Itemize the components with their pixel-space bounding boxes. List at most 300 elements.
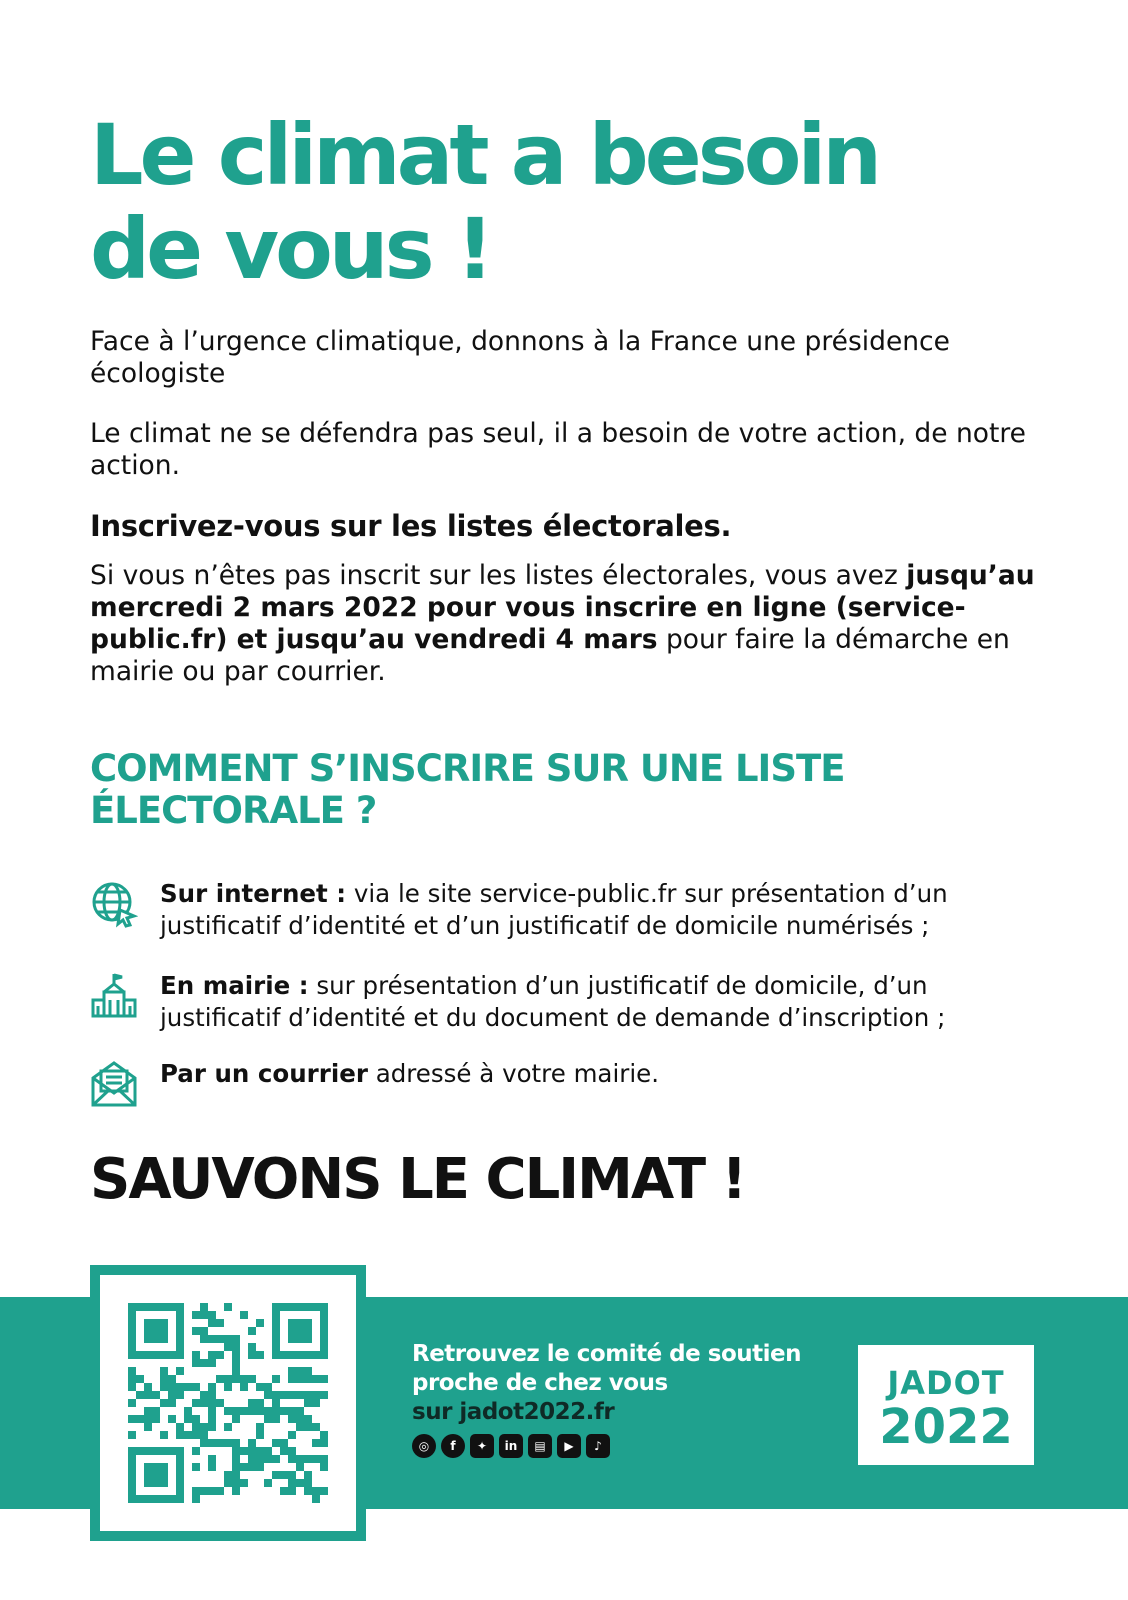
qr-module <box>152 1471 160 1479</box>
qr-module <box>248 1407 256 1415</box>
qr-module <box>304 1487 312 1495</box>
qr-module <box>320 1431 328 1439</box>
qr-module <box>224 1471 232 1479</box>
qr-module <box>184 1415 192 1423</box>
qr-module <box>272 1415 280 1423</box>
qr-module <box>168 1391 176 1399</box>
qr-module <box>272 1343 280 1351</box>
qr-module <box>152 1447 160 1455</box>
qr-module <box>256 1399 264 1407</box>
qr-module <box>304 1399 312 1407</box>
qr-module <box>176 1343 184 1351</box>
qr-module <box>256 1423 264 1431</box>
qr-module <box>136 1391 144 1399</box>
qr-module <box>200 1391 208 1399</box>
qr-module <box>144 1327 152 1335</box>
logo-name: JADOT <box>887 1364 1005 1402</box>
qr-module <box>304 1375 312 1383</box>
qr-module <box>272 1391 280 1399</box>
qr-module <box>232 1447 240 1455</box>
qr-module <box>288 1487 296 1495</box>
qr-module <box>208 1335 216 1343</box>
town-hall-icon <box>90 972 138 1020</box>
qr-module <box>208 1463 216 1471</box>
qr-module <box>208 1407 216 1415</box>
qr-module <box>200 1303 208 1311</box>
linkedin-icon[interactable]: in <box>499 1434 523 1458</box>
qr-module <box>272 1327 280 1335</box>
qr-module <box>240 1407 248 1415</box>
qr-module <box>160 1463 168 1471</box>
qr-module <box>216 1351 224 1359</box>
qr-module <box>184 1407 192 1415</box>
qr-module <box>160 1479 168 1487</box>
qr-module <box>232 1439 240 1447</box>
qr-module <box>272 1351 280 1359</box>
qr-module <box>176 1431 184 1439</box>
qr-module <box>128 1463 136 1471</box>
qr-module <box>128 1455 136 1463</box>
qr-module <box>160 1351 168 1359</box>
qr-module <box>248 1327 256 1335</box>
qr-module <box>128 1327 136 1335</box>
qr-module <box>128 1447 136 1455</box>
register-text-end: pour faire la démarche en mairie ou par courrier. <box>90 624 1010 687</box>
qr-module <box>152 1463 160 1471</box>
qr-module <box>136 1351 144 1359</box>
method-internet <box>90 878 1050 942</box>
qr-module <box>240 1383 248 1391</box>
qr-module <box>160 1399 168 1407</box>
qr-module <box>248 1351 256 1359</box>
qr-module <box>232 1487 240 1495</box>
qr-module <box>176 1311 184 1319</box>
qr-module <box>320 1455 328 1463</box>
slogan: SAUVONS LE CLIMAT ! <box>90 1147 746 1212</box>
qr-module <box>192 1487 200 1495</box>
qr-module <box>184 1383 192 1391</box>
qr-module <box>144 1319 152 1327</box>
support-website[interactable]: sur jadot2022.fr <box>412 1399 615 1425</box>
qr-module <box>128 1319 136 1327</box>
twitter-icon[interactable]: ✦ <box>470 1434 494 1458</box>
qr-module <box>256 1351 264 1359</box>
qr-module <box>152 1495 160 1503</box>
qr-module <box>232 1471 240 1479</box>
qr-module <box>184 1431 192 1439</box>
qr-module <box>192 1311 200 1319</box>
qr-module <box>320 1391 328 1399</box>
qr-module <box>160 1319 168 1327</box>
support-line-1: Retrouvez le comité de soutien <box>412 1341 801 1367</box>
qr-module <box>128 1495 136 1503</box>
qr-module <box>176 1447 184 1455</box>
intro-paragraph-2: Le climat ne se défendra pas seul, il a besoin de votre action, de notre action. <box>90 418 1026 481</box>
qr-module <box>224 1303 232 1311</box>
qr-module <box>248 1463 256 1471</box>
qr-module <box>296 1327 304 1335</box>
qr-module <box>288 1415 296 1423</box>
qr-module <box>232 1335 240 1343</box>
qr-module <box>320 1439 328 1447</box>
qr-code[interactable] <box>100 1275 356 1531</box>
qr-module <box>272 1399 280 1407</box>
qr-module <box>304 1367 312 1375</box>
envelope-icon <box>90 1060 138 1108</box>
qr-module <box>248 1399 256 1407</box>
jadot-2022-logo <box>858 1345 1034 1465</box>
qr-module <box>144 1479 152 1487</box>
qr-module <box>208 1455 216 1463</box>
qr-module <box>272 1471 280 1479</box>
qr-module <box>216 1319 224 1327</box>
qr-module <box>200 1359 208 1367</box>
qr-module <box>304 1415 312 1423</box>
qr-module <box>208 1415 216 1423</box>
qr-module <box>200 1431 208 1439</box>
qr-module <box>312 1423 320 1431</box>
qr-module <box>264 1407 272 1415</box>
qr-module <box>144 1471 152 1479</box>
page-title <box>90 108 1050 296</box>
qr-module <box>176 1327 184 1335</box>
qr-module <box>160 1303 168 1311</box>
qr-module <box>296 1367 304 1375</box>
qr-module <box>160 1431 168 1439</box>
qr-module <box>176 1471 184 1479</box>
qr-module <box>192 1383 200 1391</box>
qr-module <box>256 1455 264 1463</box>
method-internet-desc: via le site service-public.fr sur présentation d’un justificatif d’identité et d’un justificatif de domicile numérisés ; <box>160 879 948 940</box>
qr-module <box>136 1375 144 1383</box>
qr-module <box>144 1391 152 1399</box>
qr-module <box>168 1383 176 1391</box>
qr-module <box>304 1391 312 1399</box>
qr-module <box>312 1303 320 1311</box>
qr-module <box>280 1351 288 1359</box>
qr-module <box>144 1335 152 1343</box>
qr-module <box>320 1303 328 1311</box>
qr-module <box>208 1311 216 1319</box>
qr-module <box>128 1383 136 1391</box>
qr-module <box>128 1351 136 1359</box>
qr-module <box>160 1471 168 1479</box>
qr-module <box>240 1479 248 1487</box>
qr-module <box>152 1407 160 1415</box>
qr-module <box>152 1351 160 1359</box>
qr-module <box>128 1399 136 1407</box>
qr-module <box>136 1447 144 1455</box>
qr-module <box>224 1439 232 1447</box>
qr-module <box>200 1399 208 1407</box>
qr-module <box>312 1375 320 1383</box>
qr-code-frame <box>90 1265 366 1541</box>
qr-module <box>272 1311 280 1319</box>
qr-module <box>264 1479 272 1487</box>
qr-module <box>128 1487 136 1495</box>
qr-module <box>176 1495 184 1503</box>
qr-module <box>192 1415 200 1423</box>
qr-module <box>152 1479 160 1487</box>
qr-module <box>280 1447 288 1455</box>
qr-module <box>296 1375 304 1383</box>
qr-module <box>176 1351 184 1359</box>
qr-module <box>288 1431 296 1439</box>
qr-module <box>312 1455 320 1463</box>
qr-module <box>144 1447 152 1455</box>
qr-module <box>264 1455 272 1463</box>
qr-module <box>200 1327 208 1335</box>
qr-module <box>248 1375 256 1383</box>
qr-module <box>192 1463 200 1471</box>
qr-module <box>304 1471 312 1479</box>
qr-module <box>160 1327 168 1335</box>
social-links <box>412 1434 610 1458</box>
intro-paragraph-1: Face à l’urgence climatique, donnons à la France une présidence écologiste <box>90 326 950 389</box>
qr-module <box>264 1383 272 1391</box>
qr-module <box>232 1479 240 1487</box>
qr-module <box>192 1327 200 1335</box>
qr-module <box>208 1399 216 1407</box>
qr-module <box>232 1343 240 1351</box>
qr-module <box>160 1383 168 1391</box>
method-town-hall <box>90 970 1050 1034</box>
register-heading: Inscrivez-vous sur les listes électorales. <box>90 509 732 543</box>
qr-module <box>144 1423 152 1431</box>
qr-module <box>280 1391 288 1399</box>
qr-module <box>152 1303 160 1311</box>
qr-module <box>216 1487 224 1495</box>
qr-module <box>160 1375 168 1383</box>
qr-module <box>312 1495 320 1503</box>
qr-module <box>232 1375 240 1383</box>
qr-module <box>320 1343 328 1351</box>
qr-module <box>128 1471 136 1479</box>
qr-module <box>320 1311 328 1319</box>
qr-module <box>256 1407 264 1415</box>
qr-module <box>176 1335 184 1343</box>
qr-module <box>144 1463 152 1471</box>
qr-module <box>128 1335 136 1343</box>
qr-module <box>176 1367 184 1375</box>
qr-module <box>176 1391 184 1399</box>
qr-module <box>200 1487 208 1495</box>
qr-module <box>192 1431 200 1439</box>
qr-module <box>288 1471 296 1479</box>
qr-module <box>224 1375 232 1383</box>
method-mail <box>90 1058 1050 1108</box>
qr-module <box>128 1375 136 1383</box>
qr-module <box>208 1439 216 1447</box>
qr-module <box>320 1319 328 1327</box>
qr-module <box>232 1367 240 1375</box>
qr-module <box>296 1423 304 1431</box>
qr-module <box>144 1303 152 1311</box>
qr-module <box>208 1423 216 1431</box>
qr-module <box>200 1423 208 1431</box>
qr-module <box>208 1391 216 1399</box>
qr-module <box>128 1415 136 1423</box>
qr-module <box>288 1447 296 1455</box>
qr-module <box>296 1351 304 1359</box>
qr-module <box>232 1351 240 1359</box>
qr-module <box>200 1439 208 1447</box>
how-to-register-title: COMMENT S’INSCRIRE SUR UNE LISTE ÉLECTORALE ? <box>90 747 845 832</box>
qr-module <box>296 1391 304 1399</box>
method-town-hall-desc: sur présentation d’un justificatif de domicile, d’un justificatif d’identité et du document de demande d’inscription ; <box>160 971 946 1032</box>
qr-module <box>248 1455 256 1463</box>
method-internet-text <box>160 878 1050 942</box>
youtube-icon[interactable]: ▶ <box>557 1434 581 1458</box>
qr-module <box>312 1391 320 1399</box>
qr-module <box>240 1463 248 1471</box>
qr-module <box>304 1303 312 1311</box>
qr-module <box>288 1391 296 1399</box>
qr-module <box>288 1335 296 1343</box>
qr-module <box>176 1463 184 1471</box>
qr-module <box>216 1335 224 1343</box>
qr-module <box>272 1375 280 1383</box>
qr-module <box>192 1447 200 1455</box>
qr-module <box>128 1343 136 1351</box>
qr-module <box>240 1375 248 1383</box>
qr-module <box>304 1351 312 1359</box>
register-paragraph <box>90 560 1050 688</box>
method-internet-label: Sur internet : <box>160 879 347 908</box>
qr-module <box>152 1415 160 1423</box>
qr-module <box>288 1479 296 1487</box>
qr-module <box>304 1455 312 1463</box>
qr-module <box>280 1407 288 1415</box>
qr-module <box>128 1367 136 1375</box>
qr-module <box>312 1487 320 1495</box>
qr-module <box>168 1303 176 1311</box>
qr-module <box>216 1375 224 1383</box>
qr-module <box>296 1407 304 1415</box>
qr-module <box>136 1415 144 1423</box>
qr-module <box>208 1487 216 1495</box>
qr-module <box>152 1335 160 1343</box>
qr-code-pattern <box>128 1303 328 1503</box>
logo-year: 2022 <box>879 1399 1013 1455</box>
twitch-icon[interactable]: ▤ <box>528 1434 552 1458</box>
qr-module <box>312 1351 320 1359</box>
qr-module <box>160 1447 168 1455</box>
qr-module <box>232 1455 240 1463</box>
qr-module <box>224 1383 232 1391</box>
qr-module <box>248 1447 256 1455</box>
qr-module <box>144 1415 152 1423</box>
qr-module <box>320 1463 328 1471</box>
qr-module <box>160 1367 168 1375</box>
qr-module <box>216 1399 224 1407</box>
qr-module <box>192 1399 200 1407</box>
qr-module <box>232 1407 240 1415</box>
qr-module <box>280 1471 288 1479</box>
qr-module <box>272 1407 280 1415</box>
qr-module <box>224 1335 232 1343</box>
qr-module <box>320 1327 328 1335</box>
method-town-hall-text <box>160 970 1050 1034</box>
qr-module <box>232 1359 240 1367</box>
qr-module <box>160 1495 168 1503</box>
qr-module <box>296 1479 304 1487</box>
qr-module <box>304 1319 312 1327</box>
qr-module <box>232 1415 240 1423</box>
method-mail-desc: adressé à votre mairie. <box>367 1059 659 1088</box>
qr-module <box>128 1479 136 1487</box>
qr-module <box>144 1407 152 1415</box>
qr-module <box>288 1375 296 1383</box>
instagram-icon[interactable]: ◎ <box>412 1434 436 1458</box>
qr-module <box>240 1447 248 1455</box>
qr-module <box>288 1327 296 1335</box>
method-mail-label: Par un courrier <box>160 1059 368 1088</box>
qr-module <box>296 1455 304 1463</box>
method-town-hall-label: En mairie : <box>160 971 309 1000</box>
qr-module <box>320 1375 328 1383</box>
qr-module <box>304 1479 312 1487</box>
qr-module <box>128 1431 136 1439</box>
qr-module <box>152 1319 160 1327</box>
qr-module <box>224 1407 232 1415</box>
qr-module <box>128 1311 136 1319</box>
qr-module <box>320 1487 328 1495</box>
qr-module <box>272 1335 280 1343</box>
qr-module <box>200 1311 208 1319</box>
qr-module <box>168 1447 176 1455</box>
qr-module <box>256 1447 264 1455</box>
qr-module <box>152 1327 160 1335</box>
qr-module <box>256 1431 264 1439</box>
support-line-2: proche de chez vous <box>412 1370 668 1396</box>
qr-module <box>312 1439 320 1447</box>
qr-module <box>200 1335 208 1343</box>
qr-module <box>280 1487 288 1495</box>
qr-module <box>304 1335 312 1343</box>
qr-module <box>208 1351 216 1359</box>
qr-module <box>288 1303 296 1311</box>
qr-module <box>168 1351 176 1359</box>
qr-module <box>256 1463 264 1471</box>
qr-module <box>216 1439 224 1447</box>
support-text <box>412 1340 832 1427</box>
qr-module <box>176 1303 184 1311</box>
qr-module <box>256 1319 264 1327</box>
qr-module <box>192 1495 200 1503</box>
qr-module <box>176 1423 184 1431</box>
qr-module <box>192 1423 200 1431</box>
qr-module <box>288 1351 296 1359</box>
qr-module <box>168 1415 176 1423</box>
qr-module <box>280 1439 288 1447</box>
qr-module <box>176 1455 184 1463</box>
qr-module <box>320 1351 328 1359</box>
globe-icon <box>90 880 138 928</box>
facebook-icon[interactable]: f <box>441 1434 465 1458</box>
qr-module <box>136 1495 144 1503</box>
qr-module <box>168 1375 176 1383</box>
qr-module <box>248 1439 256 1447</box>
qr-module <box>272 1455 280 1463</box>
qr-module <box>272 1319 280 1327</box>
tiktok-icon[interactable]: ♪ <box>586 1434 610 1458</box>
title-line-2: de vous ! <box>90 200 491 298</box>
qr-module <box>272 1439 280 1447</box>
register-text-start: Si vous n’êtes pas inscrit sur les listes électorales, vous avez <box>90 560 907 591</box>
qr-module <box>296 1335 304 1343</box>
qr-module <box>224 1343 232 1351</box>
